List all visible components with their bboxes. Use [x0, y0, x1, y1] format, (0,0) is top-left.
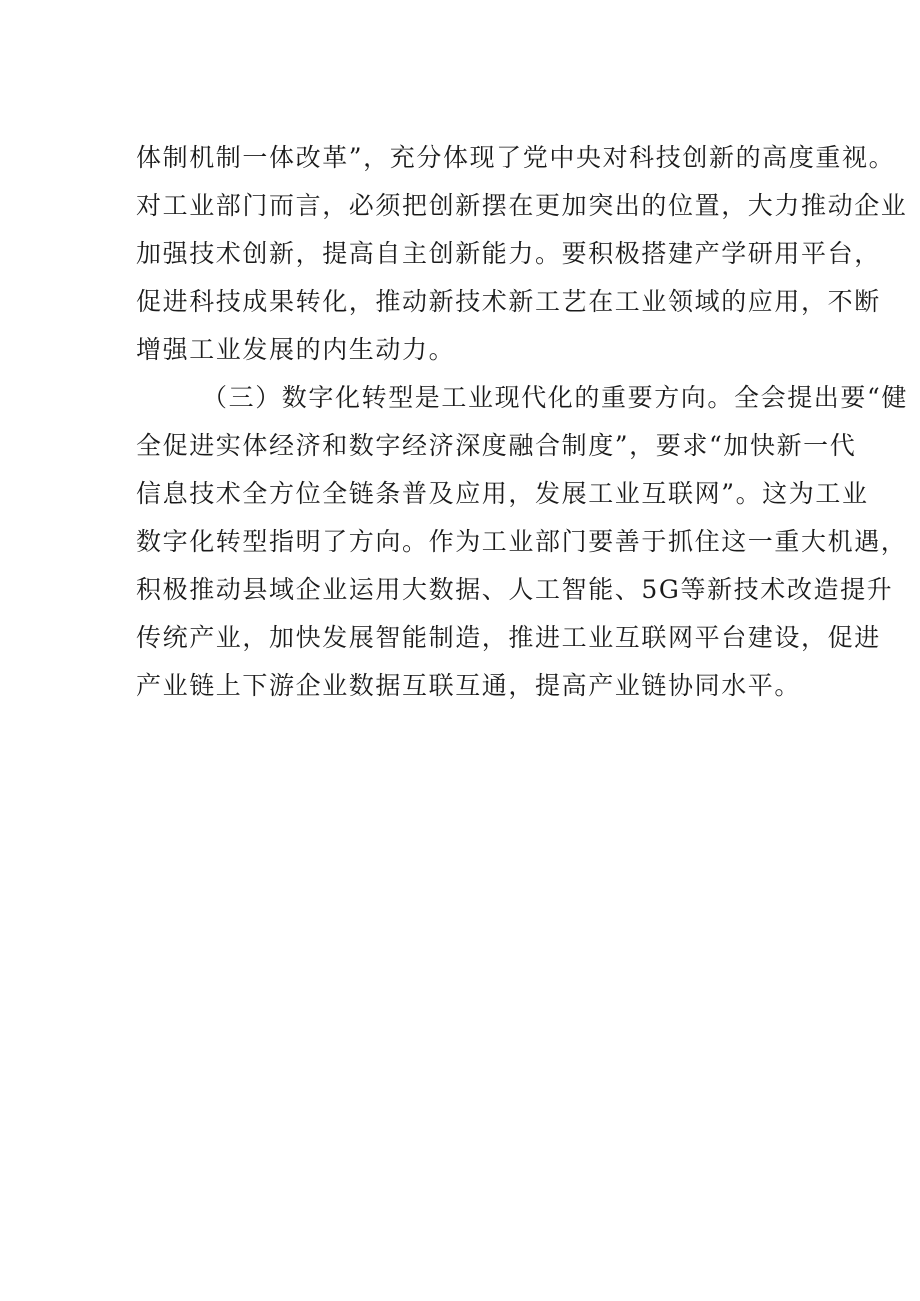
text-line: 积极推动县域企业运用大数据、人工智能、5G等新技术改造提升 — [136, 575, 894, 604]
text-line: 加强技术创新，提高自主创新能力。要积极搭建产学研用平台， — [136, 239, 881, 268]
text-line: 增强工业发展的内生动力。 — [136, 335, 456, 364]
text-line: 促进科技成果转化，推动新技术新工艺在工业领域的应用，不断 — [136, 287, 881, 316]
paragraph-tech-innovation — [136, 134, 908, 374]
paragraph-digital-transformation — [136, 374, 908, 710]
text-line-indented: （三）数字化转型是工业现代化的重要方向。全会提出要“健 — [202, 383, 908, 412]
text-line: 数字化转型指明了方向。作为工业部门要善于抓住这一重大机遇， — [136, 527, 908, 556]
document-body — [136, 134, 908, 710]
text-line: 对工业部门而言，必须把创新摆在更加突出的位置，大力推动企业 — [136, 191, 908, 220]
text-line: 体制机制一体改革”，充分体现了党中央对科技创新的高度重视。 — [136, 143, 896, 172]
text-line: 全促进实体经济和数字经济深度融合制度”，要求“加快新一代 — [136, 431, 857, 460]
text-line: 传统产业，加快发展智能制造，推进工业互联网平台建设，促进 — [136, 623, 881, 652]
text-line: 产业链上下游企业数据互联互通，提高产业链协同水平。 — [136, 671, 802, 700]
text-line: 信息技术全方位全链条普及应用，发展工业互联网”。这为工业 — [136, 479, 869, 508]
